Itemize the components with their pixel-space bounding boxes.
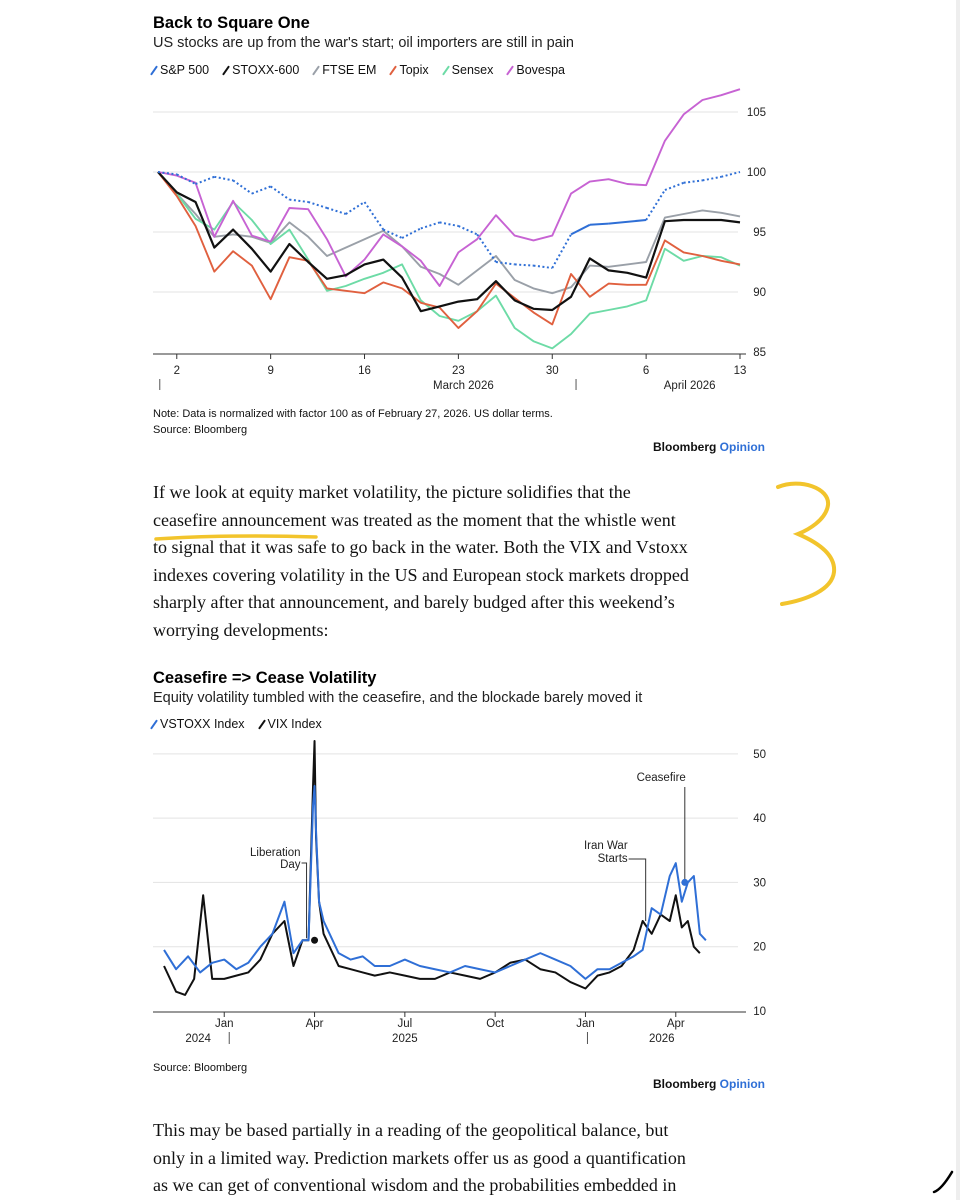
yellow-underline [156, 536, 316, 539]
legend-label: S&P 500 [160, 63, 210, 77]
x-year-label: 2026 [648, 1033, 675, 1045]
y-tick-label: 105 [746, 107, 766, 119]
brand-bloomberg-2: Bloomberg [652, 1077, 717, 1091]
x-month-label: April 2026 [663, 380, 716, 392]
paragraph-line: sharply after that announcement, and barely budged after this weekend’s [153, 592, 675, 612]
liberation-day-label-2: Day [280, 859, 301, 871]
paragraph-line: to signal that it was safe to go back in the water. Both the VIX and Vstoxx [153, 537, 688, 557]
chart2-brand [653, 1077, 765, 1091]
chart2-legend [153, 717, 322, 731]
page-edge-scrollbar[interactable] [956, 0, 960, 1200]
chart2-source: Source: Bloomberg [153, 1062, 248, 1074]
y-tick-label: 95 [753, 227, 766, 239]
legend-label: STOXX-600 [232, 63, 300, 77]
paragraph-line: This may be based partially in a reading of the geopolitical balance, but [153, 1120, 669, 1140]
series-vix-index [164, 741, 700, 995]
iran-war-leader [629, 859, 646, 921]
x-tick-label: 16 [358, 365, 371, 377]
pen-cursor-icon [930, 1170, 956, 1196]
yellow-scribble-three [778, 484, 834, 604]
x-tick-label: Jul [397, 1018, 413, 1030]
y-tick-label: 90 [753, 287, 766, 299]
legend-label: VIX Index [267, 717, 322, 731]
liberation-day-label-1: Liberation [250, 847, 301, 859]
x-tick-label: 30 [545, 365, 559, 377]
brand-opinion: Opinion [719, 440, 765, 454]
x-year-label: 2024 [185, 1033, 211, 1045]
x-tick-label: Apr [305, 1018, 324, 1030]
y-tick-label: 85 [753, 347, 766, 359]
y-tick-label: 10 [753, 1006, 766, 1018]
paragraph-line: indexes covering volatility in the US and European stock markets dropped [153, 564, 689, 585]
article-paragraph-2 [153, 1117, 763, 1200]
liberation-day-marker [311, 937, 318, 944]
chart1-source: Source: Bloomberg [153, 424, 248, 436]
y-tick-label: 100 [746, 167, 766, 179]
chart1-note: Note: Data is normalized with factor 100 as of February 27, 2026. US dollar terms. [153, 408, 553, 420]
x-tick-label: 9 [267, 365, 274, 377]
x-month-label: March 2026 [433, 380, 494, 392]
chart1-title: Back to Square One [153, 14, 310, 32]
paragraph-line: only in a limited way. Prediction markets offer us as good a quantification [153, 1147, 686, 1168]
x-tick-label: 6 [642, 365, 650, 377]
paragraph-line: worrying developments: [153, 619, 329, 640]
x-year-label: 2025 [392, 1033, 418, 1045]
paragraph-line: as we can get of conventional wisdom and the probabilities embedded in [153, 1175, 677, 1195]
paragraph-line: ceasefire announcement was treated as the moment that the whistle went [153, 509, 676, 530]
legend-label: Bovespa [516, 63, 566, 77]
x-tick-label: 23 [451, 365, 465, 377]
y-tick-label: 20 [753, 941, 766, 954]
x-tick-label: Jan [214, 1018, 234, 1030]
liberation-day-leader [302, 863, 307, 938]
chart2-plot [150, 735, 780, 1055]
iran-war-label-1: Iran War [583, 840, 628, 852]
chart2-header [153, 668, 773, 708]
legend-item-vstoxx-index [153, 717, 245, 731]
x-tick-label: 13 [733, 365, 747, 377]
brand-opinion-2: Opinion [719, 1077, 765, 1091]
legend-label: Topix [399, 63, 429, 77]
legend-label: FTSE EM [322, 63, 377, 77]
x-tick-label: 2 [173, 365, 180, 377]
iran-war-label-2: Starts [597, 853, 628, 865]
legend-item-vix-index [261, 717, 322, 731]
paragraph-line: If we look at equity market volatility, the picture solidifies that the [153, 482, 631, 502]
legend-swatch-icon [258, 719, 266, 729]
chart2-title: Ceasefire => Cease Volatility [153, 669, 377, 687]
ceasefire-label: Ceasefire [636, 772, 686, 784]
ceasefire-marker [681, 879, 688, 886]
x-tick-label: Apr [666, 1018, 685, 1030]
y-tick-label: 30 [753, 877, 766, 890]
brand-bloomberg: Bloomberg [652, 440, 717, 454]
chart2-notes [153, 1060, 247, 1076]
x-tick-label: Jan [576, 1018, 595, 1030]
legend-label: VSTOXX Index [160, 717, 245, 731]
y-tick-label: 50 [753, 748, 766, 761]
x-tick-label: Oct [486, 1018, 505, 1030]
chart1-subtitle: US stocks are up from the war's start; oil importers are still in pain [153, 35, 574, 51]
chart2-subtitle: Equity volatility tumbled with the ceasefire, and the blockade barely moved it [153, 690, 643, 706]
legend-label: Sensex [451, 63, 494, 77]
y-tick-label: 40 [753, 813, 766, 826]
